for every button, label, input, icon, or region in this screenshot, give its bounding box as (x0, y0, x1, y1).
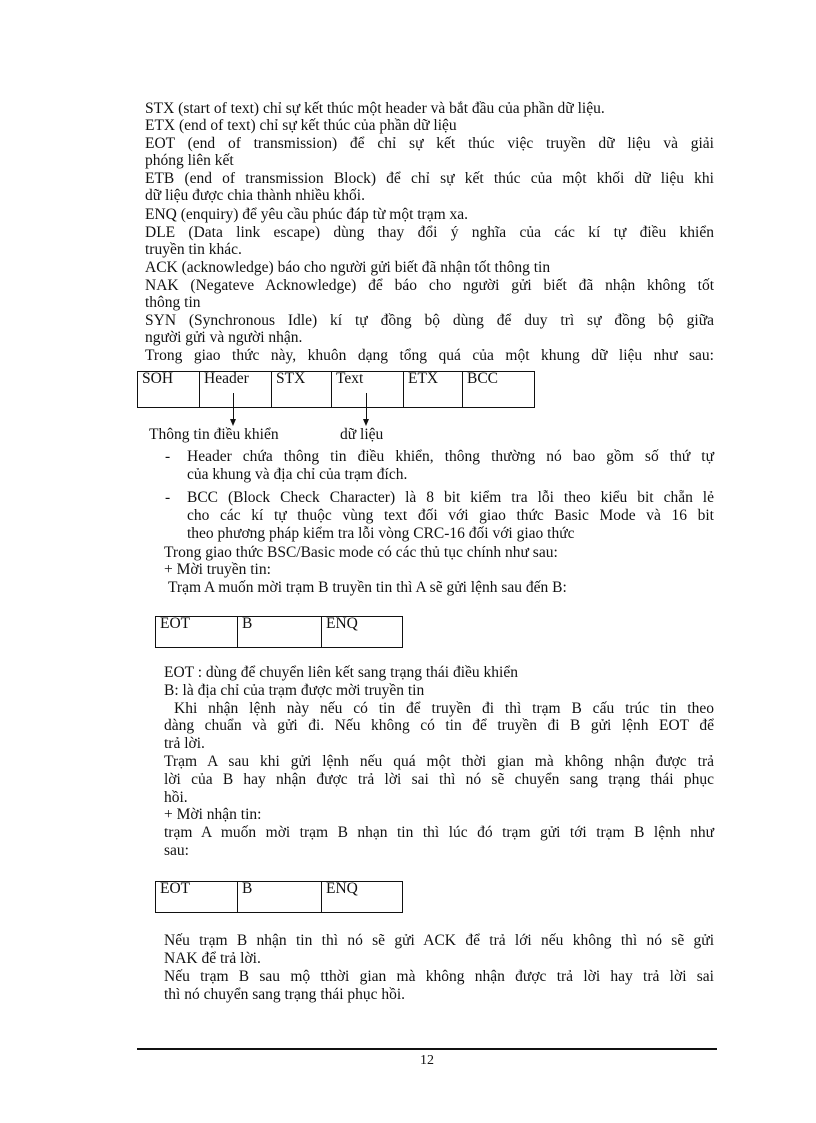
enq-definition: ENQ (enquiry) để yêu cầu phúc đáp từ một trạm xa. (145, 206, 469, 223)
fail-line2: thì nó chuyển sang trạng thái phục hồi. (164, 986, 406, 1003)
etb-definition-line1: ETB (end of transmission Block) để chỉ sự kết thúc của một khối dữ liệu khi (145, 170, 714, 187)
etb-definition-line2: dữ liệu được chia thành nhiều khối. (145, 187, 365, 204)
dle-definition-line1: DLE (Data link escape) dùng thay đổi ý nghĩa của các kí tự điều khiển (145, 224, 714, 241)
stx-definition: STX (start of text) chỉ sự kết thúc một header và bắt đầu của phần dữ liệu. (145, 100, 605, 117)
header-bullet-line2: của khung và địa chỉ của trạm đích. (187, 466, 408, 483)
frame-intro: Trong giao thức này, khuôn dạng tổng quá của một khung dữ liệu như sau: (145, 347, 714, 364)
reply-line3: trả lời. (164, 735, 205, 752)
frame-format-table (137, 371, 535, 408)
procedures-intro: Trong giao thức BSC/Basic mode có các thủ tục chính như sau: (164, 544, 558, 561)
bullet-dash: - (165, 489, 171, 506)
header-bullet-line1: Header chứa thông tin điều khiển, thông thường nó bao gồm số thứ tự (187, 448, 714, 465)
frame-cell-soh: SOH (137, 372, 199, 407)
frame-cell-bcc: BCC (462, 372, 535, 407)
command-table-recv (155, 881, 403, 913)
nak-definition-line1: NAK (Negateve Acknowledge) để báo cho người gửi biết đã nhận không tốt (145, 277, 714, 294)
send-invite-desc: Trạm A muốn mời trạm B truyền tin thì A sẽ gửi lệnh sau đến B: (168, 579, 567, 596)
bcc-bullet-line2: cho các kí tự thuộc vùng text đối với giao thức Basic Mode và 16 bit (187, 507, 714, 524)
fail-line1: Nếu trạm B sau mộ tthời gian mà không nhận được trả lời hay trả lời sai (164, 968, 714, 985)
bcc-bullet-line1: BCC (Block Check Character) là 8 bit kiểm tra lỗi theo kiểu bit chẵn lẻ (187, 489, 714, 506)
frame-cell-stx: STX (271, 372, 331, 407)
table-cell-b: B (237, 882, 321, 912)
recv-invite-heading: + Mời nhận tin: (164, 806, 262, 823)
reply-line2: dàng chuẩn và gửi đi. Nếu không có tin để truyền đi B gửi lệnh EOT để (164, 717, 714, 734)
page-number: 12 (420, 1053, 434, 1068)
recv-invite-line1: trạm A muốn mời trạm B nhạn tin thì lúc đó trạm gửi tới trạm B lệnh như (164, 824, 714, 841)
data-label: dữ liệu (340, 426, 384, 443)
send-invite-heading: + Mời truyền tin: (164, 561, 271, 578)
data-arrow-line (366, 393, 367, 419)
table-cell-b: B (237, 617, 321, 647)
command-table-send (155, 616, 403, 648)
footer-rule (137, 1048, 717, 1050)
table-cell-eot: EOT (155, 617, 237, 647)
dle-definition-line2: truyền tin khác. (145, 241, 242, 258)
frame-cell-text: Text (331, 372, 403, 407)
recv-invite-line2: sau: (164, 842, 189, 859)
ack-line1: Nếu trạm B nhận tin thì nó sẽ gửi ACK để trả lới nếu không thì nó sẽ gửi (164, 932, 714, 949)
control-arrow-head (230, 419, 236, 426)
etx-definition: ETX (end of text) chỉ sự kết thúc của phần dữ liệu (145, 117, 457, 134)
data-arrow-head (363, 419, 369, 426)
b-note: B: là địa chỉ của trạm được mời truyền tin (164, 682, 425, 699)
syn-definition-line1: SYN (Synchronous Idle) kí tự đồng bộ dùng để duy trì sự đồng bộ giữa (145, 312, 714, 329)
reply-line1: Khi nhận lệnh này nếu có tin để truyền đi thì trạm B cấu trúc tin theo (174, 700, 714, 717)
syn-definition-line2: người gửi và người nhận. (145, 329, 303, 346)
eot-definition-line1: EOT (end of transmission) để chỉ sự kết thúc việc truyền dữ liệu và giải (145, 135, 714, 152)
control-arrow-line (233, 393, 234, 419)
bullet-dash: - (165, 448, 171, 465)
ack-line2: NAK để trả lời. (164, 950, 261, 967)
nak-definition-line2: thông tin (145, 294, 201, 311)
frame-cell-header: Header (199, 372, 271, 407)
eot-definition-line2: phóng liên kết (145, 152, 234, 169)
frame-cell-etx: ETX (403, 372, 462, 407)
timeout-line1: Trạm A sau khi gửi lệnh nếu quá một thời gian mà không nhận được trả (164, 753, 714, 770)
eot-note: EOT : dùng để chuyển liên kết sang trạng thái điều khiển (164, 664, 518, 681)
timeout-line3: hồi. (164, 789, 188, 806)
ack-definition: ACK (acknowledge) báo cho người gửi biết đã nhận tốt thông tin (145, 259, 551, 276)
table-cell-eot: EOT (155, 882, 237, 912)
bcc-bullet-line3: theo phương pháp kiểm tra lỗi vòng CRC-16 đối với giao thức (187, 525, 575, 542)
timeout-line2: lời của B hay nhận được trả lời sai thì nó sẽ chuyển sang trạng thái phục (164, 771, 714, 788)
control-info-label: Thông tin điều khiển (149, 426, 279, 443)
table-cell-enq: ENQ (321, 617, 403, 647)
table-cell-enq: ENQ (321, 882, 403, 912)
